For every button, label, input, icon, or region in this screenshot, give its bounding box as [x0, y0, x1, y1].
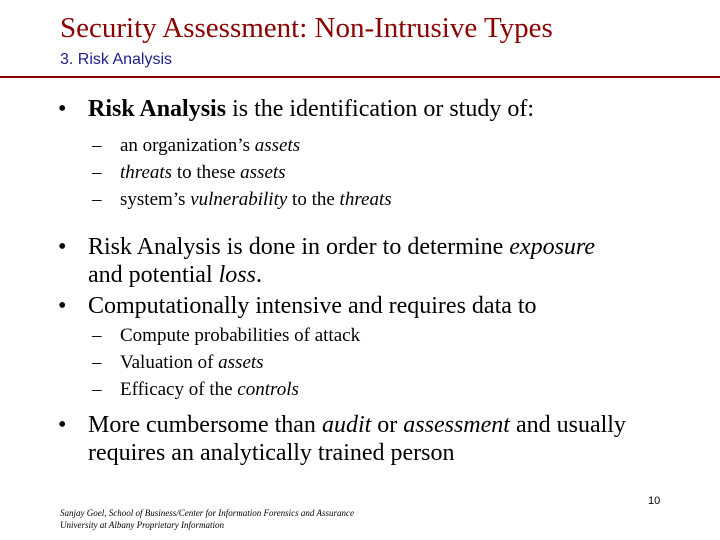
footer: [60, 507, 354, 531]
slide-title: Security Assessment: Non-Intrusive Types: [60, 12, 553, 44]
sub-text: Efficacy of the: [120, 379, 238, 400]
bullet-italic: loss: [218, 262, 256, 288]
title-divider: [0, 76, 720, 78]
sub-text: to the: [287, 189, 340, 210]
dash-icon: –: [92, 162, 102, 183]
bullet-text: and potential: [88, 262, 219, 288]
bullet-text: Computationally intensive and requires data to: [88, 293, 537, 319]
sub-text: an organization’s: [120, 135, 255, 156]
sub-italic: vulnerability: [190, 189, 288, 210]
dash-icon: –: [92, 325, 102, 346]
dash-icon: –: [92, 352, 102, 373]
footer-line-2: University at Albany Proprietary Information: [60, 520, 224, 530]
bullet-icon: •: [58, 234, 67, 260]
sub-italic: threats: [339, 189, 392, 210]
sub-italic: assets: [240, 162, 286, 183]
bullet-text: requires an analytically trained person: [88, 440, 455, 466]
bullet-text: Risk Analysis is done in order to determine: [88, 234, 510, 260]
dash-icon: –: [92, 379, 102, 400]
bullet-icon: •: [58, 412, 67, 438]
bullet-text: More cumbersome than: [88, 412, 322, 438]
slide-subtitle: 3. Risk Analysis: [60, 51, 173, 68]
sub-text: to these: [172, 162, 241, 183]
dash-icon: –: [92, 189, 102, 210]
bullet-italic: exposure: [509, 234, 596, 260]
bullet-bold-term: Risk Analysis: [88, 96, 227, 122]
sub-text: Valuation of: [120, 352, 219, 373]
bullet-text: is the identification or study of:: [226, 96, 535, 122]
bullet-italic: assessment: [403, 412, 510, 438]
sub-text: Compute probabilities of attack: [120, 325, 361, 346]
bullet-italic: audit: [321, 412, 372, 438]
bullet-text: or: [371, 412, 404, 438]
dash-icon: –: [92, 135, 102, 156]
sub-text: system’s: [120, 189, 191, 210]
bullet-text: .: [256, 262, 262, 288]
sub-italic: threats: [120, 162, 173, 183]
bullet-text: and usually: [509, 412, 626, 438]
page-number: 10: [648, 495, 661, 507]
sub-italic: assets: [218, 352, 264, 373]
sub-italic: controls: [237, 379, 299, 400]
bullet-icon: •: [58, 293, 67, 319]
sub-italic: assets: [254, 135, 301, 156]
footer-line-1: Sanjay Goel, School of Business/Center for Information Forensics and Assurance: [60, 508, 354, 518]
bullet-icon: •: [58, 96, 67, 122]
